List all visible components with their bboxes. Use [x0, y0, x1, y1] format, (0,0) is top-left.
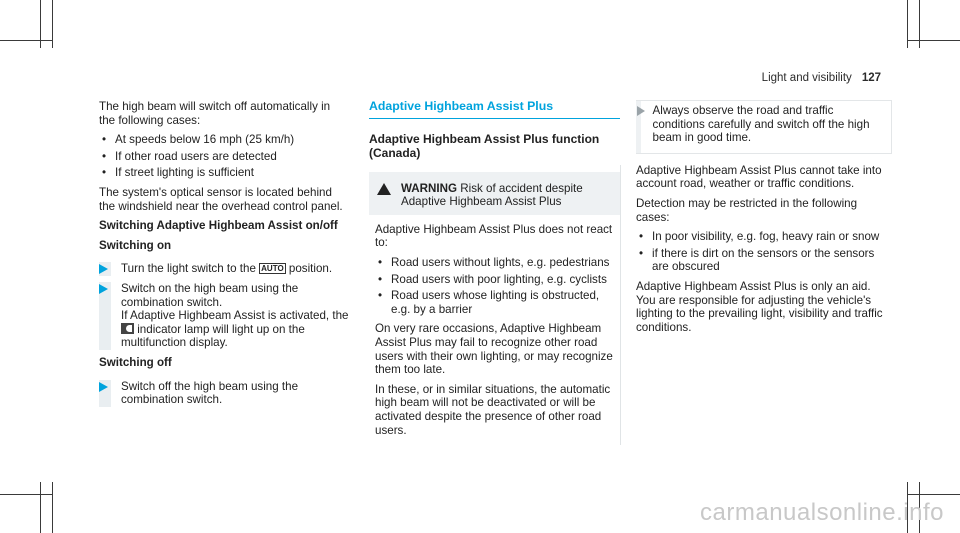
list-item: • Road users without lights, e.g. pedestrians — [375, 256, 620, 270]
list-item: • If street lighting is sufficient — [99, 166, 349, 180]
auto-icon: AUTO — [261, 264, 284, 274]
section-name: Light and visibility — [761, 72, 852, 84]
crop-mark — [907, 40, 960, 41]
warning-icon — [377, 183, 391, 195]
step-2 — [99, 282, 349, 350]
column-1 — [99, 100, 349, 413]
crop-mark — [52, 0, 53, 48]
column-3 — [636, 100, 892, 340]
section-title: Adaptive Highbeam Assist Plus — [369, 100, 620, 119]
subsection-title: Adaptive Highbeam Assist Plus function (Canada) — [369, 131, 600, 160]
warning-paragraph: In these, or in similar situations, the automatic high beam will not be deactivated or will be activated despite the presence of other road users. — [375, 382, 611, 437]
switching-heading: Switching Adaptive Highbeam Assist on/off — [99, 219, 338, 233]
page-number: 127 — [861, 72, 881, 84]
action-arrow-icon — [99, 264, 108, 274]
warning-title: Risk of accident despite Adaptive Highbeam Assist Plus — [401, 181, 583, 209]
list-item: • if there is dirt on the sensors or the sensors are obscured — [636, 247, 892, 274]
step-text: Switch off the high beam using the combination switch. — [121, 379, 299, 407]
note-text: Always observe the road and traffic conditions carefully and switch off the high beam in good time. — [652, 104, 870, 145]
note-box — [636, 100, 892, 154]
list-item: • At speeds below 16 mph (25 km/h) — [99, 133, 349, 147]
detection-list — [636, 230, 892, 274]
warning-label: WARNING — [401, 181, 458, 195]
step-text: position. — [288, 262, 333, 276]
step-3 — [99, 380, 349, 407]
crop-mark — [0, 40, 52, 41]
step-1 — [99, 262, 349, 276]
warning-paragraph: On very rare occasions, Adaptive Highbeam Assist Plus may fail to recognize other road users with their own lighting, or may recognize them too late. — [375, 322, 613, 377]
step-text: If Adaptive Highbeam Assist is activated, the — [121, 309, 349, 323]
paragraph: Adaptive Highbeam Assist Plus is only an aid. You are responsible for adjusting the vehicle's lighting to the prevailing light, visibility and traffic conditions. — [636, 279, 883, 334]
warning-intro: Adaptive Highbeam Assist Plus does not react to: — [375, 222, 613, 250]
switching-off-heading: Switching off — [99, 355, 172, 369]
list-item: • In poor visibility, e.g. fog, heavy rain or snow — [636, 230, 892, 244]
divider — [620, 165, 621, 445]
crop-mark — [40, 482, 41, 533]
crop-mark — [0, 494, 52, 495]
list-item: • If other road users are detected — [99, 150, 349, 164]
sensor-text: The system's optical sensor is located behind the windshield near the overhead control panel. — [99, 185, 343, 213]
action-arrow-icon — [637, 106, 645, 116]
crop-mark — [52, 482, 53, 533]
warning-list — [375, 256, 620, 316]
crop-mark — [907, 494, 960, 495]
paragraph: Adaptive Highbeam Assist Plus cannot take into account road, weather or traffic conditions. — [636, 163, 882, 191]
warning-box — [369, 172, 620, 215]
list-item: • Road users with poor lighting, e.g. cyclists — [375, 273, 620, 287]
step-text: indicator lamp will light up on the multifunction display. — [121, 322, 305, 350]
warning-body — [369, 223, 620, 437]
cases-list — [99, 133, 349, 180]
list-item: • Road users whose lighting is obstructed, e.g. by a barrier — [375, 289, 620, 316]
running-head — [762, 72, 881, 84]
action-arrow-icon — [99, 382, 108, 392]
intro-text: The high beam will switch off automatically in the following cases: — [99, 100, 331, 127]
paragraph: Detection may be restricted in the following cases: — [636, 196, 858, 224]
switching-on-heading: Switching on — [99, 238, 172, 252]
step-text: Turn the light switch to the — [121, 262, 256, 276]
step-text: Switch on the high beam using the combination switch. — [121, 281, 299, 309]
column-2 — [369, 100, 620, 443]
high-beam-indicator-icon — [121, 323, 134, 334]
action-arrow-icon — [99, 284, 108, 294]
watermark: carmanualsonline.info — [700, 499, 944, 526]
